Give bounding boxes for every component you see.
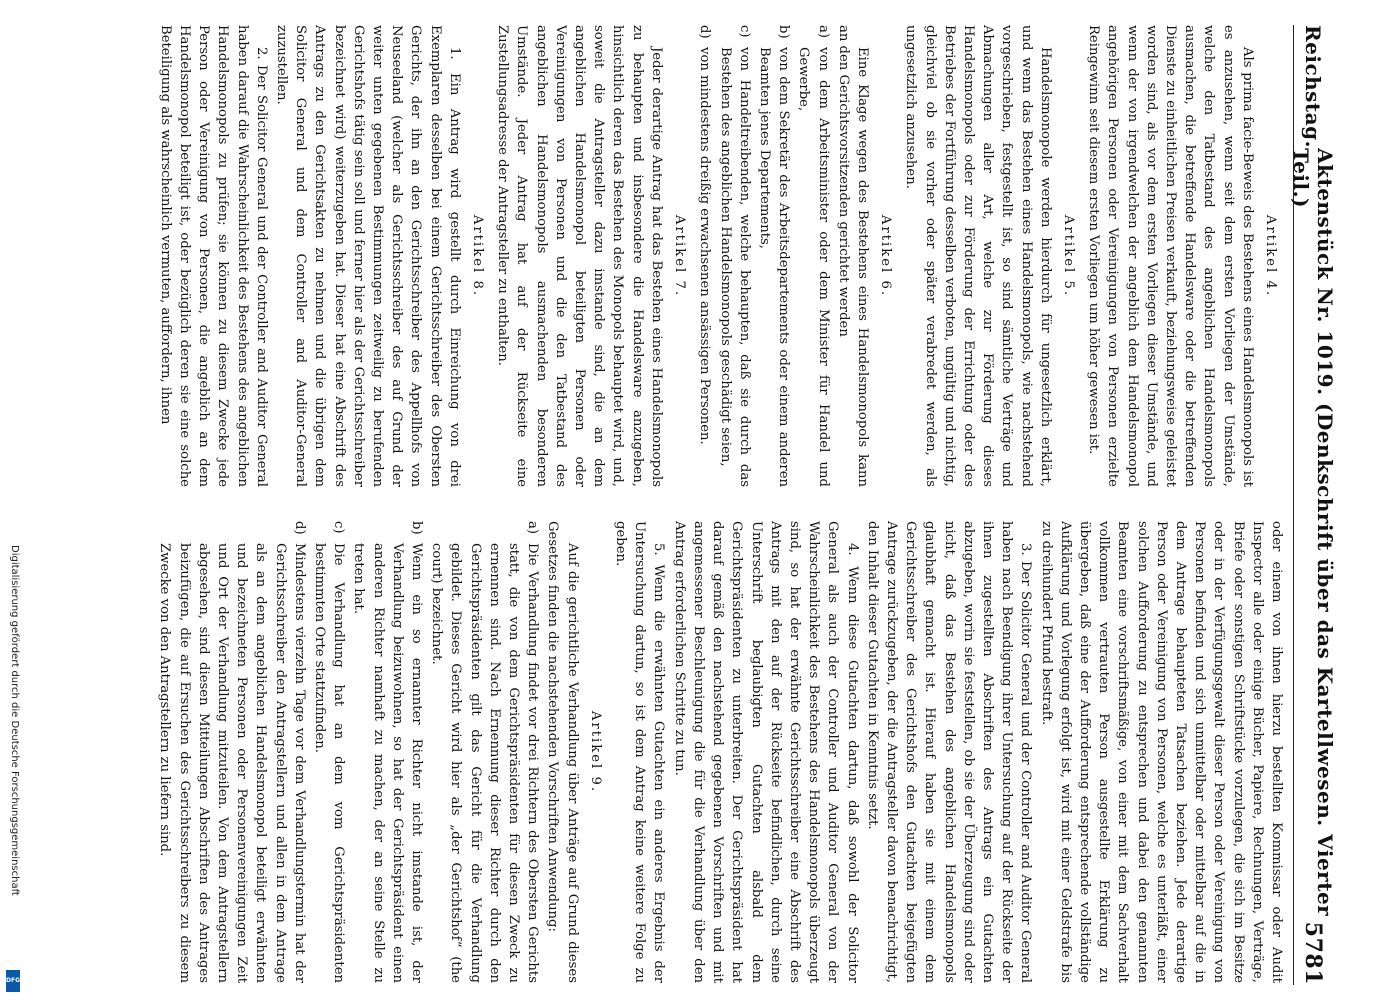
paragraph: 1. Ein Antrag wird gestellt durch Einreichung von drei Exemplaren desselben bei einem Gerichtsschreiber des Obersten Gerichts, der ihn an den Gerichtsschreiber des Appellhofs von Neuseeland (welcher als Gerichtsschreiber des auf Grund der weiter unten gegebenen Bestimmungen zeitweilig zu berufenden Gerichtshofs tätig sein soll und ferner hier als der Gerichtsschreiber bezeichnet wird) weiterzugeben hat. Dieser hat eine Abschrift des Antrags zu den Gerichtsakten zu nehmen und die übrigen dem Solicitor General und dem Controller and Auditor-General zuzustellen. bbox=[274, 25, 462, 487]
dfg-logo: DFG bbox=[6, 970, 20, 992]
paragraph: 4. Wenn diese Gutachten dartun, daß sowohl der Solicitor General als auch der Controller und Auditor General von der Wahrscheinlichkeit des Bestehens des Handelsmonopols überzeugt sind, so hat der erwähnte Gerichtsschreiber eine Abschrift des Antrags mit den auf der Rückseite befindlichen, durch seine Unterschrift beglaubigten Gutachten alsbald dem Gerichtspräsidenten zu unterbreiten. Der Gerichtspräsident hat darauf gemäß den nachstehend gegebenen Vorschriften und mit angemessener Beschleunigung die für die Verhandlung über den Antrag erforderlichen Schritte zu tun. bbox=[671, 521, 860, 983]
list-item bbox=[310, 521, 348, 983]
paragraph: Als prima facie-Beweis des Bestehens eines Handelsmonopols ist es anzusehen, wenn seit dem ersten Vorliegen der Umstände, welche den Tatbestand des angeblichen Handelsmonopols ausmachen, die betreffende Handelsware oder die betreffenden Dienste zu einheitlichen Preisen verkauft, beziehungsweise geleistet worden sind, als vor dem ersten Vorliegen dieser Umstände, und wenn der von irgendwelchen der angeblich dem Handelsmonopol angehörigen Personen oder Vereinigungen von Personen erzielte Reingewinn seit diesem ersten Vorliegen um höher gewesen ist. bbox=[1086, 25, 1255, 487]
article-heading: Artikel 7. bbox=[672, 214, 688, 298]
paragraph: 5. Wenn die erwähnten Gutachten ein anderes Ergebnis der Untersuchung dartun, so ist dem Antrag keine weitere Folge zu geben. bbox=[613, 521, 667, 983]
article-heading: Artikel 9. bbox=[587, 710, 603, 794]
list-item bbox=[715, 25, 753, 487]
list-item bbox=[155, 521, 309, 983]
right-column bbox=[66, 521, 1286, 983]
list-item-text: Die Verhandlung hat an dem vom Gerichtspräsidenten bestimmten Orte stattzufinden. bbox=[312, 543, 347, 983]
list-item-label: b) bbox=[776, 25, 792, 39]
list-item bbox=[349, 521, 426, 983]
header-rule bbox=[1293, 25, 1294, 985]
article-heading: Artikel 5. bbox=[1060, 214, 1076, 298]
list-item-text: von dem Arbeitsminister oder dem Minister für Handel und Gewerbe, bbox=[796, 47, 831, 487]
paragraph: Handelsmonopole werden hierdurch für ungesetzlich erklärt, und wenn das Bestehen eines Handelsmonopols, wie nachstehend vorgeschrieben, festgestellt ist, so sind sämtliche Verträge und Abmachungen aller Art, welche zur Förderung dieses Handelsmonopols oder zur Förderung der Errichtung oder des Betriebes der Fortführung desselben verboten, ungültig und nichtig, gleichviel ob sie vorher oder später verabredet werden, als ungesetzlich anzusehen. bbox=[903, 25, 1053, 487]
list-item-label: c) bbox=[736, 25, 752, 38]
list-item-label: d) bbox=[697, 25, 713, 39]
list-item-text: von dem Sekretär des Arbeitsdepartements oder einem anderen Beamten jenes Departements, bbox=[756, 47, 792, 487]
page-header bbox=[1289, 25, 1337, 985]
digitization-credit-text: Digitalisierung gefördert durch die Deutsche Forschungsgemeinschaft bbox=[9, 545, 20, 896]
list-item-text: von Handeltreibenden, welche behaupten, daß sie durch das Bestehen des angeblichen Handelsmonopols geschädigt seien, bbox=[717, 47, 752, 487]
list-item-text: Die Verhandlung findet vor drei Richtern des Obersten Gerichts statt, die von dem Gerichtspräsidenten für diesen Zweck zu ernennen sind. Nach Ernennung dieser Richter durch den Gerichtspräsidenten gilt das Gericht für die Verhandlung gebildet. Dieses Gericht wird hier als „der Gerichtshof“ (the court) bezeichnet. bbox=[429, 543, 541, 983]
page-number: 5781 bbox=[1300, 921, 1326, 985]
list-item-label: b) bbox=[409, 521, 425, 535]
left-column bbox=[66, 25, 1286, 487]
list-item bbox=[794, 25, 832, 487]
header-left: Reichstag. bbox=[1301, 25, 1325, 149]
article-heading: Artikel 8. bbox=[470, 214, 486, 298]
paragraph: oder einem von ihnen hierzu bestellten Kommissar oder Audit Inspector alle oder einige Bücher, Papiere, Rechnungen, Verträge, Briefe oder sonstigen Schriftstücke vorzulegen, die sich im Besitze oder in der Verfügungsgewalt dieser Person oder Vereinigung von Personen befinden und sich unmittelbar oder mittelbar auf die in dem Antrage behaupteten Tatsachen beziehen. Jede derartige Person oder Vereinigung von Personen, welche es unterläßt, einer solchen Aufforderung zu entsprechen und dabei den genannten Beamten eine vorschriftsmäßige, von einer mit dem Sachverhalt vollkommen vertrauten Person ausgestellte Erklärung zu übergeben, daß eine der Aufforderung entsprechende vollständige Aufklärung und Vorlegung erfolgt ist, wird mit einer Geldstrafe bis zu dreihundert Pfund bestraft. bbox=[1038, 521, 1284, 983]
list-item bbox=[427, 521, 542, 983]
paragraph: 2. Der Solicitor General und der Controller and Auditor General haben darauf die Wahrscheinlichkeit des Bestehens des angeblichen Handelsmonopols zu prüfen; sie können zu diesem Zwecke jede Person oder Vereinigung von Personen, die angeblich an dem Handelsmonopol beteiligt ist, oder bezüglich deren sie eine solche Beteiligung als wahrscheinlich vermuten, auffordern, ihnen bbox=[157, 25, 269, 487]
paragraph: Auf die gerichtliche Verhandlung über Anträge auf Grund dieses Gesetzes finden die nachstehenden Vorschriften Anwendung: bbox=[545, 521, 580, 983]
scanned-page bbox=[60, 25, 1337, 985]
header-center: Aktenstück Nr. 1019. (Denkschrift über das Kartellwesen. Vierter Teil.) bbox=[1289, 148, 1337, 917]
article-heading: Artikel 6. bbox=[878, 214, 894, 298]
list-item-label: c) bbox=[331, 521, 347, 534]
list-item-label: a) bbox=[815, 25, 831, 39]
list-item bbox=[755, 25, 793, 487]
paragraph: 3. Der Solicitor General und der Controller and Auditor General haben nach Beendigung ihrer Untersuchung auf der Rückseite der ihnen zugestellten Abschriften des Antrags ein Gutachten abzugeben, worin sie feststellen, ob sie der Überzeugung sind oder nicht, daß das Bestehen des angeblichen Handelsmonopols glaubhaft gemacht ist. Hierauf haben sie mit einem dem Gerichtsschreiber des Gerichtshofs den Gutachten beigefügten Antrage zurückzugeben, der die Antragsteller davon benachrichtigt, den Inhalt dieser Gutachten in Kenntnis setzt. bbox=[864, 521, 1034, 983]
digitization-credit bbox=[8, 545, 20, 985]
list-item-label: a) bbox=[525, 521, 541, 535]
paragraph: Jeder derartige Antrag hat das Bestehen eines Handelsmonopols zu behaupten und insbesondere die Handelsware anzugeben, hinsichtlich deren das Bestehen des Monopols behauptet wird, und, soweit die Antragsteller dazu imstande sind, die an dem angeblichen Handelsmonopol beteiligten Personen oder Vereinigungen von Personen und die den Tatbestand des angeblichen Handelsmonopols ausmachenden besonderen Umstände. Jeder Antrag hat auf der Rückseite eine Zustellungsadresse der Antragsteller zu enthalten. bbox=[495, 25, 664, 487]
list-item-text: von mindestens dreißig erwachsenen ansässigen Personen. bbox=[697, 47, 713, 445]
list-item-text: Mindestens vierzehn Tage vor dem Verhandlungstermin hat der Gerichtsschreiber den Antragstellern und allen in dem Antrage als an dem angeblichen Handelsmonopol beteiligt erwähnten und bezeichneten Personen oder Personenvereinigungen Zeit und Ort der Verhandlung mitzuteilen. Von dem Antragstellern abgesehen, sind diesen Mitteilungen Abschriften des Antrages beizufügen, die auf Ersuchen des Gerichtsschreibers zu diesem Zwecke von den Antragstellern zu liefern sind. bbox=[157, 543, 307, 983]
list-item bbox=[695, 25, 714, 487]
list-item-text: Wenn ein so ernannter Richter nicht imstande ist, der Verhandlung beizuwohnen, so hat der Gerichtspräsident einen anderen Richter namhaft zu machen, der an seine Stelle zu treten hat. bbox=[351, 543, 425, 983]
list-item-label: d) bbox=[291, 521, 307, 535]
article-heading: Artikel 4. bbox=[1263, 214, 1278, 298]
paragraph: Eine Klage wegen des Bestehens eines Handelsmonopols kann an den Gerichtsvorsitzenden gerichtet werden bbox=[835, 25, 870, 487]
